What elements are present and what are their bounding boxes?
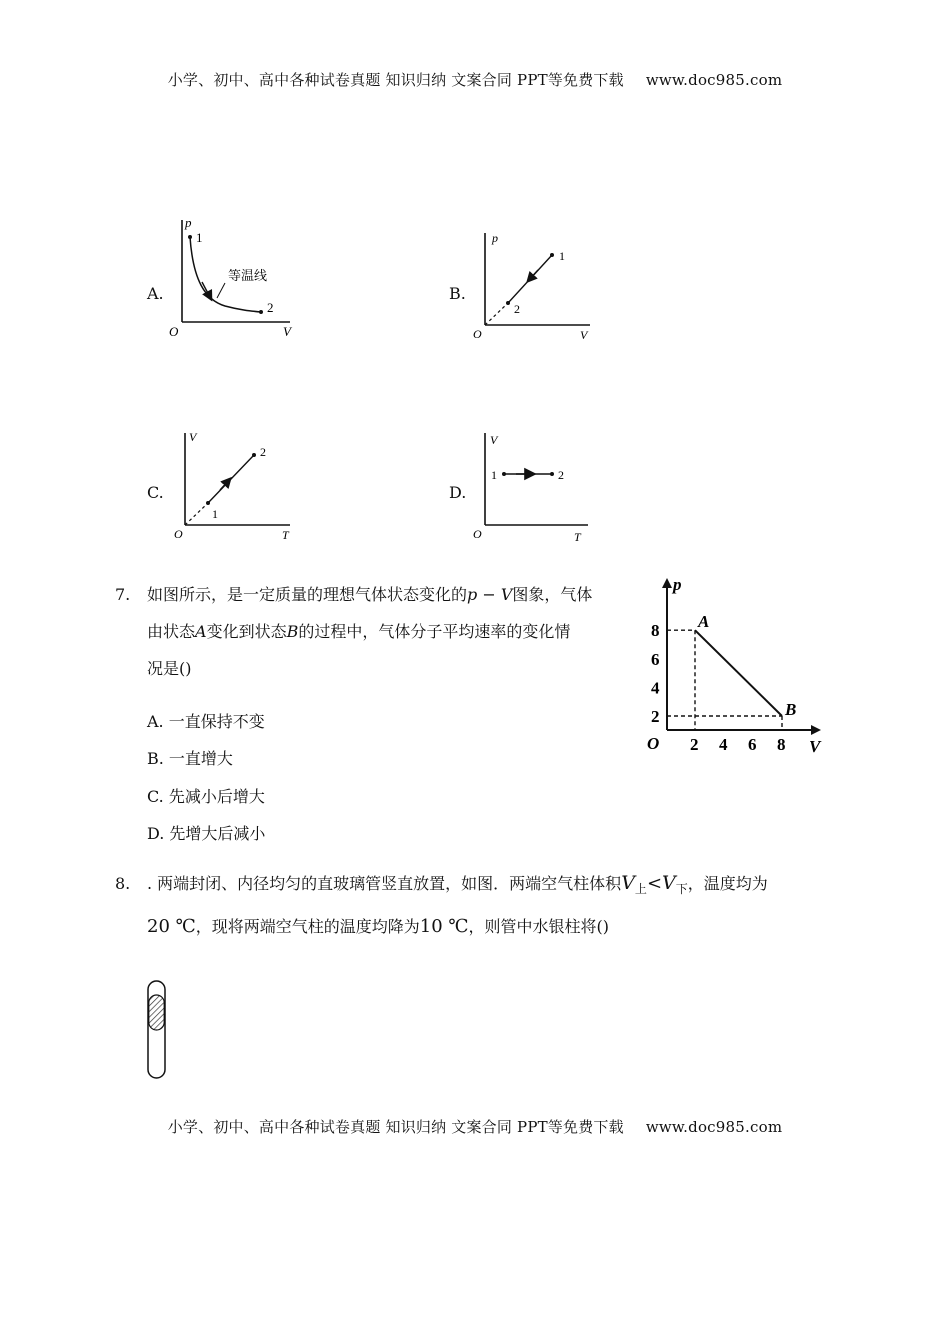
point-1-label: 1 bbox=[196, 230, 203, 245]
point-1-label: 1 bbox=[212, 507, 218, 521]
origin-label: O bbox=[473, 527, 482, 541]
x-tick-label: 6 bbox=[748, 735, 757, 754]
point-2-label: 2 bbox=[558, 468, 564, 482]
point-1 bbox=[206, 501, 210, 505]
header-text: 小学、初中、高中各种试卷真题 知识归纳 文案合同 PPT等免费下载 bbox=[167, 71, 624, 89]
option-a-label: A. bbox=[147, 284, 164, 303]
origin-label: O bbox=[169, 324, 179, 339]
origin-label: O bbox=[647, 734, 660, 753]
q7-line2: 由状态A变化到状态B的过程中，气体分子平均速率的变化情 bbox=[147, 622, 571, 641]
footer-text: 小学、初中、高中各种试卷真题 知识归纳 文案合同 PPT等免费下载 bbox=[167, 1118, 624, 1136]
q7-math-pv: p − V bbox=[467, 585, 513, 604]
y-tick-label: 6 bbox=[651, 649, 660, 669]
option-c-graph bbox=[170, 425, 300, 550]
page-footer bbox=[0, 1116, 950, 1137]
point-1 bbox=[188, 235, 192, 239]
point-2-label: 2 bbox=[267, 300, 274, 315]
option-c-label: C. bbox=[147, 483, 164, 502]
point-1 bbox=[502, 472, 506, 476]
isotherm-label: 等温线 bbox=[228, 268, 268, 283]
footer-url[interactable]: www.doc985.com bbox=[645, 1118, 783, 1136]
x-axis-label: T bbox=[282, 528, 289, 542]
point-b-label: B bbox=[785, 700, 797, 719]
y-tick-label: 2 bbox=[651, 707, 660, 726]
x-tick-label: 2 bbox=[690, 735, 699, 754]
point-1-label: 1 bbox=[491, 468, 497, 482]
x-axis-label: T bbox=[574, 530, 581, 544]
q7-line1: 如图所示，是一定质量的理想气体状态变化的p − V图象，气体 bbox=[147, 585, 593, 604]
x-axis-label: V bbox=[283, 324, 291, 339]
dashed-extension bbox=[185, 503, 208, 525]
page-header bbox=[0, 69, 950, 90]
header-url[interactable]: www.doc985.com bbox=[645, 71, 783, 89]
point-2 bbox=[506, 301, 510, 305]
q7-choice-d[interactable]: D. 先增大后减小 bbox=[147, 824, 266, 843]
option-b-graph bbox=[470, 225, 600, 350]
option-b-label: B. bbox=[449, 284, 466, 303]
point-2 bbox=[550, 472, 554, 476]
y-tick-label: 4 bbox=[651, 678, 660, 698]
q7-line3: 况是() bbox=[147, 659, 192, 678]
mercury-column bbox=[149, 995, 164, 1030]
label-leader bbox=[217, 283, 225, 298]
dashed-extension bbox=[485, 303, 508, 325]
point-2 bbox=[259, 310, 263, 314]
q7-pv-chart bbox=[635, 572, 835, 757]
y-axis-label: p bbox=[185, 215, 192, 230]
q8-glass-tube bbox=[140, 975, 180, 1085]
point-2-label: 2 bbox=[514, 302, 520, 316]
x-tick-label: 4 bbox=[719, 735, 728, 754]
x-tick-label: 8 bbox=[777, 735, 786, 754]
process-line bbox=[208, 455, 254, 503]
q7-stem bbox=[147, 576, 617, 687]
x-axis-arrow bbox=[811, 725, 821, 735]
direction-arrow bbox=[528, 270, 538, 281]
q8-number: 8. bbox=[115, 874, 131, 893]
q7-choice-b[interactable]: B. 一直增大 bbox=[147, 749, 233, 768]
origin-label: O bbox=[174, 527, 183, 541]
y-axis-label: V bbox=[189, 430, 197, 444]
y-tick-label: 8 bbox=[651, 621, 660, 641]
origin-label: O bbox=[473, 327, 482, 341]
point-a-label: A bbox=[698, 612, 710, 632]
point-1 bbox=[550, 253, 554, 257]
option-d-graph bbox=[470, 425, 600, 550]
point-2-label: 2 bbox=[260, 445, 266, 459]
option-a-graph bbox=[165, 210, 305, 340]
process-line-ab bbox=[695, 630, 782, 716]
direction-arrow bbox=[220, 479, 230, 490]
q8-line1: . 两端封闭、内径均匀的直玻璃管竖直放置，如图．两端空气柱体积$V_上<V_下$，温度均为 bbox=[147, 872, 768, 897]
q7-choice-c[interactable]: C. 先减小后增大 bbox=[147, 787, 265, 806]
option-d-label: D. bbox=[449, 483, 467, 502]
point-1-label: 1 bbox=[559, 249, 565, 263]
q8-stem bbox=[147, 865, 827, 945]
y-axis-label: p bbox=[673, 575, 682, 594]
y-axis-label: V bbox=[490, 433, 498, 447]
y-axis-arrow bbox=[662, 578, 672, 588]
point-2 bbox=[252, 453, 256, 457]
q7-choice-a[interactable]: A. 一直保持不变 bbox=[147, 712, 265, 731]
q7-number: 7. bbox=[115, 585, 131, 604]
y-axis-label: p bbox=[492, 231, 498, 245]
q8-line2: 20 ℃，现将两端空气柱的温度均降为10 ℃，则管中水银柱将() bbox=[147, 916, 610, 938]
x-axis-label: V bbox=[580, 328, 588, 342]
x-axis-label: V bbox=[809, 737, 821, 756]
